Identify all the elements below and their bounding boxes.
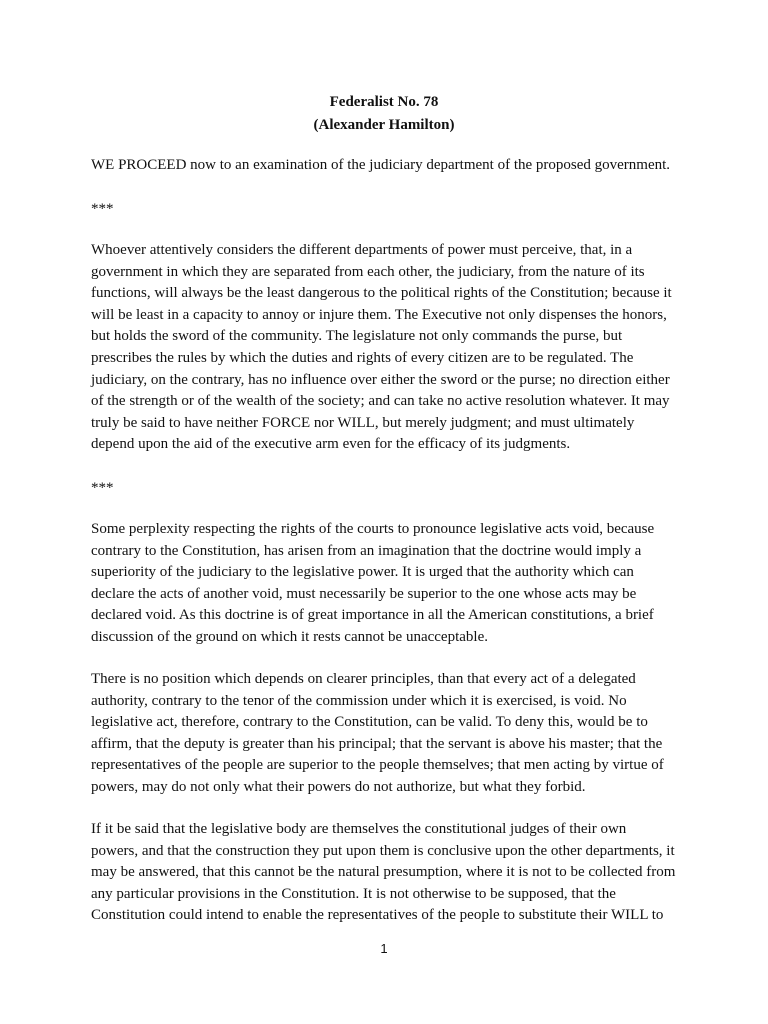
paragraph-line: but holds the sword of the community. The legislature not only commands the purse, but	[91, 328, 623, 345]
paragraph-line: depend upon the aid of the executive arm even for the efficacy of its judgments.	[91, 436, 571, 453]
paragraph-line: Some perplexity respecting the rights of the courts to pronounce legislative acts void, because	[91, 521, 655, 537]
paragraph-clearer-principles	[91, 669, 691, 799]
section-separator	[91, 478, 691, 500]
document-author: (Alexander Hamilton)	[313, 117, 455, 133]
paragraph-line: will be least in a capacity to annoy or injure them. The Executive not only dispenses the honors,	[91, 306, 667, 323]
paragraph-line: Constitution could intend to enable the representatives of the people to substitute their WILL to	[91, 907, 664, 924]
paragraph-line: Whoever attentively considers the different departments of power must perceive, that, in a	[91, 242, 633, 258]
paragraph-line: declare the acts of another void, must necessarily be superior to the one whose acts may be	[91, 585, 637, 602]
paragraph-line: contrary to the Constitution, has arisen from an imagination that the doctrine would imply a	[91, 542, 642, 559]
page-number: 1	[380, 941, 388, 956]
paragraph-line: declared void. As this doctrine is of great importance in all the American constitutions, a brief	[91, 607, 654, 624]
paragraph-line: authority, contrary to the tenor of the commission under which it is exercised, is void. No	[91, 692, 627, 709]
paragraph-least-dangerous	[91, 240, 691, 456]
paragraph-line: powers, may do not only what their powers do not authorize, but what they forbid.	[91, 778, 586, 795]
paragraph-line: affirm, that the deputy is greater than his principal; that the servant is above his master; that the	[91, 735, 663, 752]
paragraph-line: prescribes the rules by which the duties and rights of every citizen are to be regulated. The	[91, 349, 634, 366]
paragraph-line: judiciary, on the contrary, has no influence over either the sword or the purse; no direction either	[91, 371, 670, 388]
paragraph-line: WE PROCEED now to an examination of the judiciary department of the proposed government.	[91, 157, 671, 173]
document-title: Federalist No. 78	[329, 94, 439, 110]
paragraph-line: legislative act, therefore, contrary to the Constitution, can be valid. To deny this, would be to	[91, 714, 648, 731]
paragraph-line: any particular provisions in the Constitution. It is not otherwise to be supposed, that the	[91, 885, 616, 902]
paragraph-constitutional-judges	[91, 819, 691, 927]
paragraph-line: functions, will always be the least dangerous to the political rights of the Constitution; because it	[91, 285, 672, 302]
paragraph-line: government in which they are separated from each other, the judiciary, from the nature of its	[91, 263, 645, 280]
paragraph-perplexity	[91, 519, 691, 649]
separator-text: ***	[91, 201, 114, 217]
section-separator	[91, 199, 691, 221]
paragraph-line: of the strength or of the wealth of the society; and can take no active resolution whatever. It may	[91, 393, 670, 410]
paragraph-intro	[91, 155, 691, 177]
paragraph-line: discussion of the ground on which it rests cannot be unacceptable.	[91, 628, 488, 645]
paragraph-line: truly be said to have neither FORCE nor WILL, but merely judgment; and must ultimately	[91, 414, 635, 431]
paragraph-line: may be answered, that this cannot be the natural presumption, where it is not to be collected from	[91, 864, 676, 881]
paragraph-line: representatives of the people are superior to the people themselves; that men acting by virtue of	[91, 757, 664, 774]
paragraph-line: superiority of the judiciary to the legislative power. It is urged that the authority which can	[91, 564, 634, 581]
paragraph-line: If it be said that the legislative body are themselves the constitutional judges of their own	[91, 821, 627, 837]
paragraph-line: powers, and that the construction they put upon them is conclusive upon the other departments, it	[91, 842, 675, 859]
paragraph-line: There is no position which depends on clearer principles, than that every act of a delegated	[91, 671, 636, 687]
separator-text: ***	[91, 480, 114, 496]
